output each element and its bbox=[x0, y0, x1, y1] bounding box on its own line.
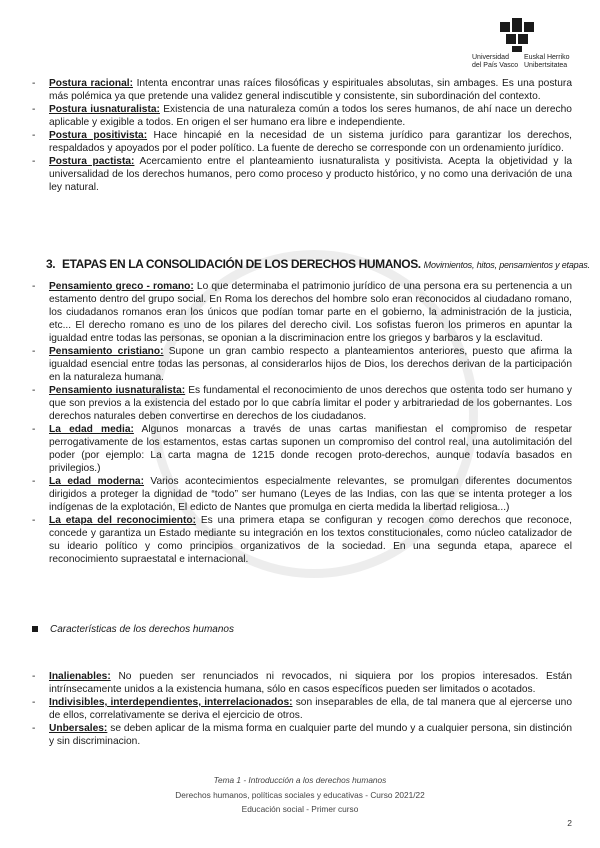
list-item: - Postura pactista: Acercamiento entre el planteamiento iusnaturalista y positivista. Acepta la objetividad y la universalidad de los derechos humanos, pero como proceso y producto histórico, y no como una derivación de una ley natural. bbox=[32, 156, 572, 193]
list-item: - Indivisibles, interdependientes, interrelacionados: son inseparables de ella, de tal manera que al ejercerse uno de ellos, correlativamente se deriva el ejercicio de otros. bbox=[32, 697, 572, 721]
stages-list bbox=[32, 280, 572, 566]
page-number: 2 bbox=[567, 818, 572, 828]
list-item: - Pensamiento cristiano: Supone un gran cambio respecto a planteamientos anteriores, puesto que afirma la igualdad esencial entre todas las personas, al considerarlos hijos de Dios, los derechos derivan de la participación en la naturaleza humana. bbox=[32, 346, 572, 383]
list-item: - Pensamiento iusnaturalista: Es fundamental el reconocimiento de unos derechos que ostenta todo ser humano y que son previos a la existencia del estado por lo que cabría limitar el poder y arbitrariedad de los gobernantes. Los derechos naturales deben convertirse en derechos de los ciudadanos. bbox=[32, 385, 572, 422]
square-bullet-icon bbox=[32, 626, 38, 632]
section-subtitle: Movimientos, hitos, pensamientos y etapas. bbox=[423, 260, 590, 270]
list-item: - Postura iusnaturalista: Existencia de una naturaleza común a todos los seres humanos, de ahí nace un derecho aplicable y exigible a todos. En origen el ser humano era libre e independiente. bbox=[32, 104, 572, 128]
footer-program: Educación social - Primer curso bbox=[241, 804, 359, 814]
list-item: - Postura racional: Intenta encontrar unas raíces filosóficas y espirituales absolutas, sin ambages. Es una postura más polémica ya que pretende una validez general indiscutible y consistente, sin subordinación del contexto. bbox=[32, 78, 572, 102]
logo-label-eu: Universidad del País Vasco bbox=[472, 54, 519, 69]
list-item: - La edad moderna: Varios acontecimientos especialmente relevantes, se promulgan diferentes documentos dirigidos a proteger la dignidad de “todo” ser humano (Leyes de las Indias, con las que se intenta proteger a los indígenas de la explotación, El edicto de Nantes que promulga en cierta medida la libertad religiosa...) bbox=[32, 476, 572, 513]
characteristics-heading: Características de los derechos humanos bbox=[32, 624, 234, 635]
logo-label-es: Euskal Herriko Unibertsitatea bbox=[524, 54, 570, 69]
list-item: - Postura positivista: Hace hincapié en la necesidad de un sistema jurídico para garantizar los derechos, respaldados y apoyados por el poder político. La fuente de derecho se corresponde con un ordenamiento jurídico. bbox=[32, 130, 572, 154]
university-logo bbox=[468, 14, 578, 72]
list-item: - Unbersales: se deben aplicar de la misma forma en cualquier parte del mundo y a cualquier persona, sin distinción y sin discriminacion. bbox=[32, 723, 572, 747]
list-item: - La etapa del reconocimiento: Es una primera etapa se configuran y recogen como derechos que reconoce, concede y garantiza un Estado mediante su integración en los textos constitucionales, como núcleo catalizador de su ideario político y como principios organizativos de la sociedad. En una segunda etapa, aparece el reconocimiento supraestatal e internacional. bbox=[32, 515, 572, 565]
characteristics-list bbox=[32, 670, 572, 748]
footer-course: Derechos humanos, políticas sociales y educativas - Curso 2021/22 bbox=[175, 790, 425, 800]
section-heading: 3. ETAPAS EN LA CONSOLIDACIÓN DE LOS DERECHOS HUMANOS. Movimientos, hitos, pensamientos y etapas. bbox=[46, 257, 590, 271]
list-item: - Inalienables: No pueden ser renunciados ni revocados, ni siquiera por los propios interesados. Están intrínsecamente unidos a la existencia humana, sólo en casos específicos pueden ser limitados o acotados. bbox=[32, 671, 572, 695]
footer-topic: Tema 1 - Introducción a los derechos humanos bbox=[213, 775, 387, 785]
list-item: - Pensamiento greco - romano: Lo que determinaba el patrimonio jurídico de una persona era su pertenencia a un estamento dentro del grupo social. En Roma los derechos del hombre solo eran reconocidos al ciudadano romano, los ciudadanos romanos eran los únicos que podían tomar parte en el gobierno, la administración de la justicia, etc... El derecho romano es uno de los pilares del derecho civil. Los sofistas fueron los primeros en apuntar la igualdad entre todas las personas, se oponian a la discriminacion entre los griegos y barbaros y la esclavitud. bbox=[32, 281, 572, 344]
list-item: - La edad media: Algunos monarcas a través de unas cartas manifiestan el compromiso de respetar perrogativamente de los estamentos, estas cartas suponen un compromiso del control real, una autolimitación del poder (por ejemplo: La carta magna de 1215 donde recogen proto-derechos, aunque todavía basados en privilegios.) bbox=[32, 424, 572, 474]
university-emblem-icon bbox=[500, 18, 534, 52]
positions-list bbox=[32, 77, 572, 194]
